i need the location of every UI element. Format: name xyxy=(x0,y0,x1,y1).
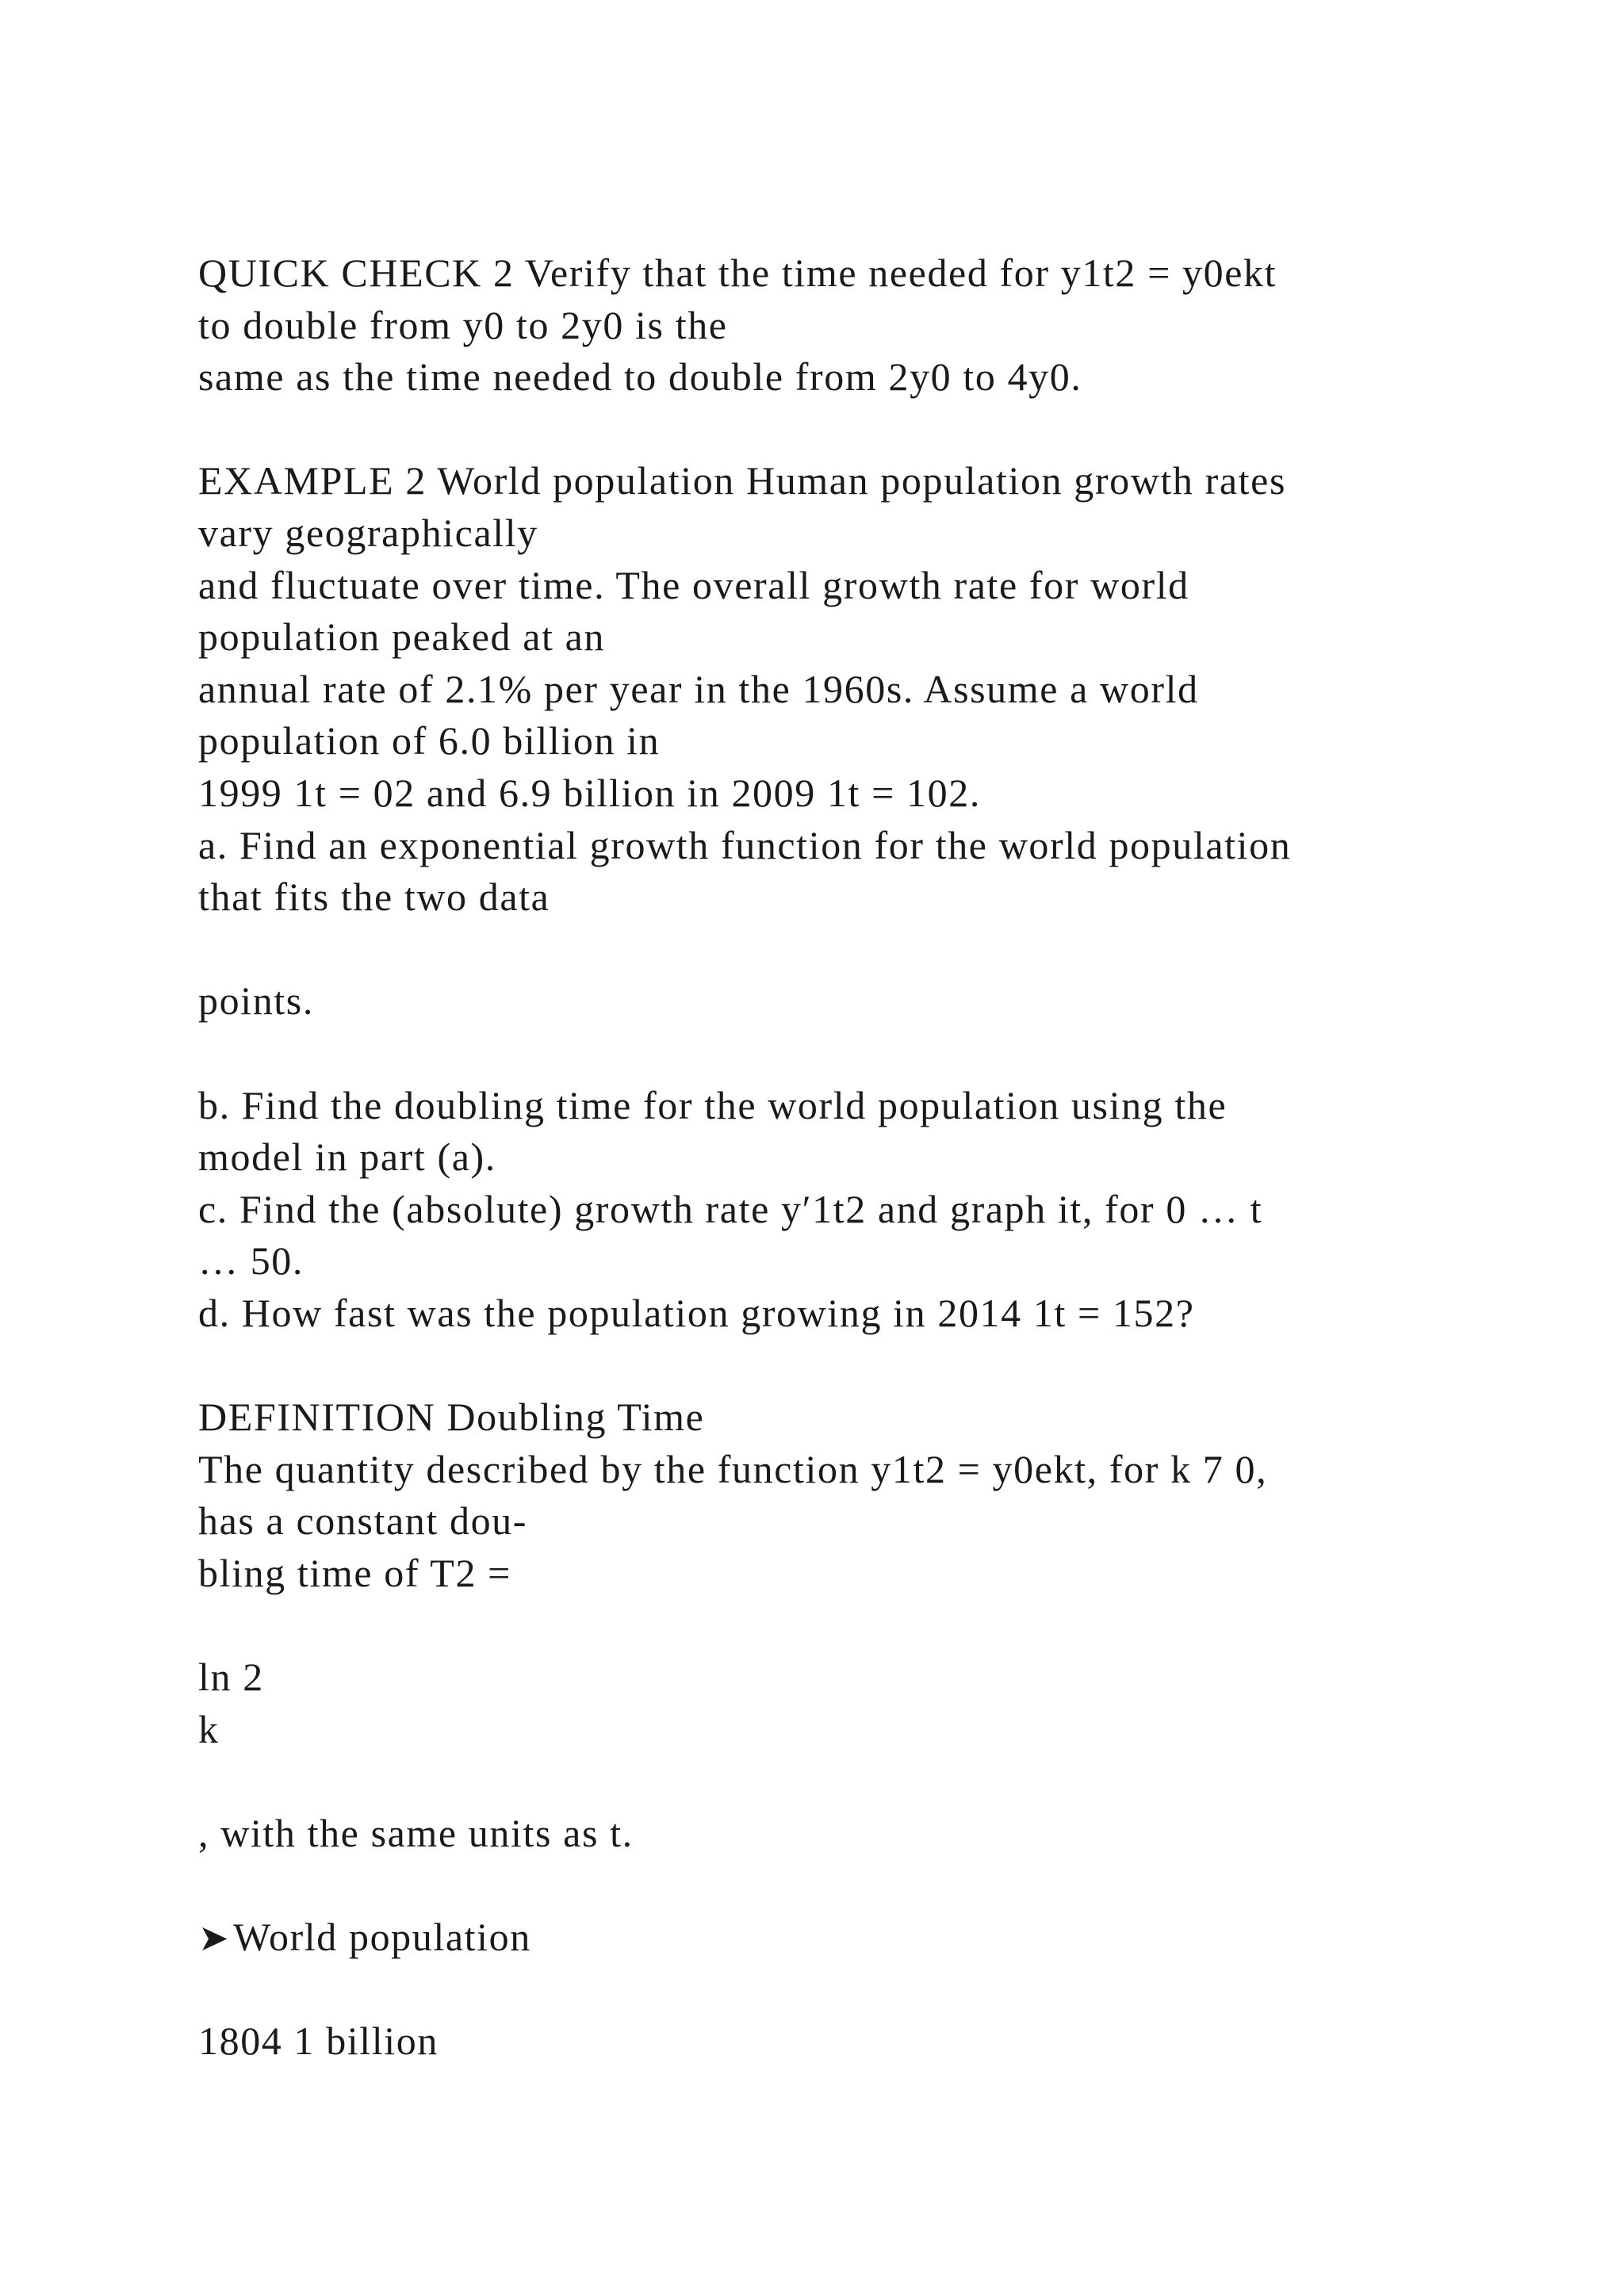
example-part-c: c. Find the (absolute) growth rate y′1t2 and graph it, for 0 … t xyxy=(198,1186,1263,1231)
quick-check-line: same as the time needed to double from 2y0 to 4y0. xyxy=(198,354,1082,400)
example-part-b: b. Find the doubling time for the world population using the xyxy=(198,1082,1228,1127)
definition-line: has a constant dou- xyxy=(198,1498,528,1544)
sidebar-entry: 1804 1 billion xyxy=(198,2019,439,2064)
blank-line xyxy=(198,404,1467,456)
example-line: and fluctuate over time. The overall growth rate for world xyxy=(198,562,1189,607)
blank-line xyxy=(198,1339,1467,1391)
blank-line xyxy=(198,924,1467,976)
blank-line xyxy=(198,1859,1467,1911)
example-part-d: d. How fast was the population growing in 2014 1t = 152? xyxy=(198,1290,1195,1335)
example-line: population peaked at an xyxy=(198,614,606,660)
document-text xyxy=(198,247,1467,2068)
definition-line: , with the same units as t. xyxy=(198,1810,634,1855)
example-part-a: that fits the two data xyxy=(198,874,550,920)
blank-line xyxy=(198,1599,1467,1651)
definition-line: The quantity described by the function y1t2 = y0ekt, for k 7 0, xyxy=(198,1446,1268,1491)
blank-line xyxy=(198,1964,1467,2016)
example-line: population of 6.0 billion in xyxy=(198,718,661,763)
example-part-a: points. xyxy=(198,978,314,1024)
example-part-b: model in part (a). xyxy=(198,1135,496,1180)
fraction-denominator: k xyxy=(198,1706,220,1751)
sidebar-title: World population xyxy=(233,1915,531,1959)
example-part-a: a. Find an exponential growth function for the world population xyxy=(198,822,1292,867)
arrowhead-right-icon: ➤ xyxy=(198,1916,231,1959)
example-line: annual rate of 2.1% per year in the 1960s. Assume a world xyxy=(198,666,1199,711)
sidebar-title-line xyxy=(198,1911,1467,1964)
definition-line: bling time of T2 = xyxy=(198,1550,511,1595)
example-line: EXAMPLE 2 World population Human population growth rates xyxy=(198,458,1286,503)
quick-check-line: QUICK CHECK 2 Verify that the time needed for y1t2 = y0ekt xyxy=(198,251,1277,295)
example-line: 1999 1t = 02 and 6.9 billion in 2009 1t = 102. xyxy=(198,770,981,815)
fraction-numerator: ln 2 xyxy=(198,1655,264,1700)
blank-line xyxy=(198,1027,1467,1080)
blank-line xyxy=(198,1755,1467,1808)
quick-check-line: to double from y0 to 2y0 is the xyxy=(198,302,728,347)
definition-heading: DEFINITION Doubling Time xyxy=(198,1395,705,1440)
example-part-c: … 50. xyxy=(198,1238,304,1284)
example-line: vary geographically xyxy=(198,510,538,555)
